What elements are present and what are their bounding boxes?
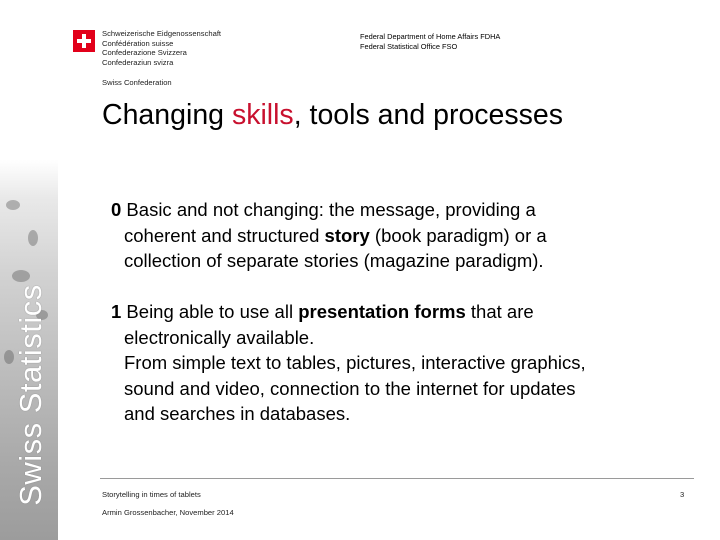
point-line	[111, 223, 547, 249]
footer-author-date: Armin Grossenbacher, November 2014	[102, 508, 234, 517]
confederation-name-de: Schweizerische Eidgenossenschaft	[102, 29, 222, 38]
point-line	[111, 350, 586, 376]
point-line	[111, 299, 586, 325]
confederation-name-en: Swiss Confederation	[102, 78, 172, 88]
footer-info	[102, 490, 234, 517]
emphasis-text: story	[324, 224, 370, 246]
body-text: that are	[465, 301, 534, 322]
swiss-flag-icon	[73, 30, 95, 52]
title-after: , tools and processes	[293, 99, 564, 131]
confederation-names	[102, 29, 221, 88]
point-line	[111, 248, 547, 274]
department-name: Federal Department of Home Affairs FDHA	[360, 32, 501, 41]
body-text: collection of separate stories (magazine paradigm).	[124, 250, 544, 271]
point-line	[111, 401, 586, 427]
slide-title	[102, 99, 563, 132]
point-0	[111, 197, 547, 274]
confederation-name-fr: Confédération suisse	[102, 38, 174, 48]
body-text: coherent and structured	[124, 224, 325, 246]
body-text: Basic and not changing: the message, providing a	[121, 199, 536, 220]
confederation-name-rm: Confederaziun svizra	[102, 57, 174, 67]
emphasis-text: presentation forms	[298, 301, 466, 322]
vertical-brand-text	[13, 284, 49, 506]
title-highlight: skills	[231, 99, 294, 131]
body-text: (book paradigm) or a	[369, 224, 547, 246]
title-before: Changing	[102, 99, 232, 131]
footer-divider	[100, 478, 694, 479]
department-info	[360, 32, 500, 52]
body-text: electronically available.	[124, 326, 315, 348]
vertical-brand-label: Swiss Statistics	[13, 284, 49, 506]
point-number: 0	[111, 199, 122, 220]
body-text: From simple text to tables, pictures, interactive graphics,	[124, 352, 586, 373]
footer-presentation-title: Storytelling in times of tablets	[102, 490, 201, 499]
point-number: 1	[111, 301, 122, 322]
point-line	[111, 197, 547, 223]
office-name: Federal Statistical Office FSO	[360, 42, 458, 51]
body-text: and searches in databases.	[124, 403, 351, 424]
confederation-name-it: Confederazione Svizzera	[102, 48, 187, 58]
point-line	[111, 376, 586, 402]
point-1	[111, 299, 586, 427]
point-line	[111, 325, 586, 351]
page-number: 3	[680, 490, 685, 499]
body-text: sound and video, connection to the internet for updates	[124, 377, 576, 399]
body-text: Being able to use all	[121, 301, 299, 322]
